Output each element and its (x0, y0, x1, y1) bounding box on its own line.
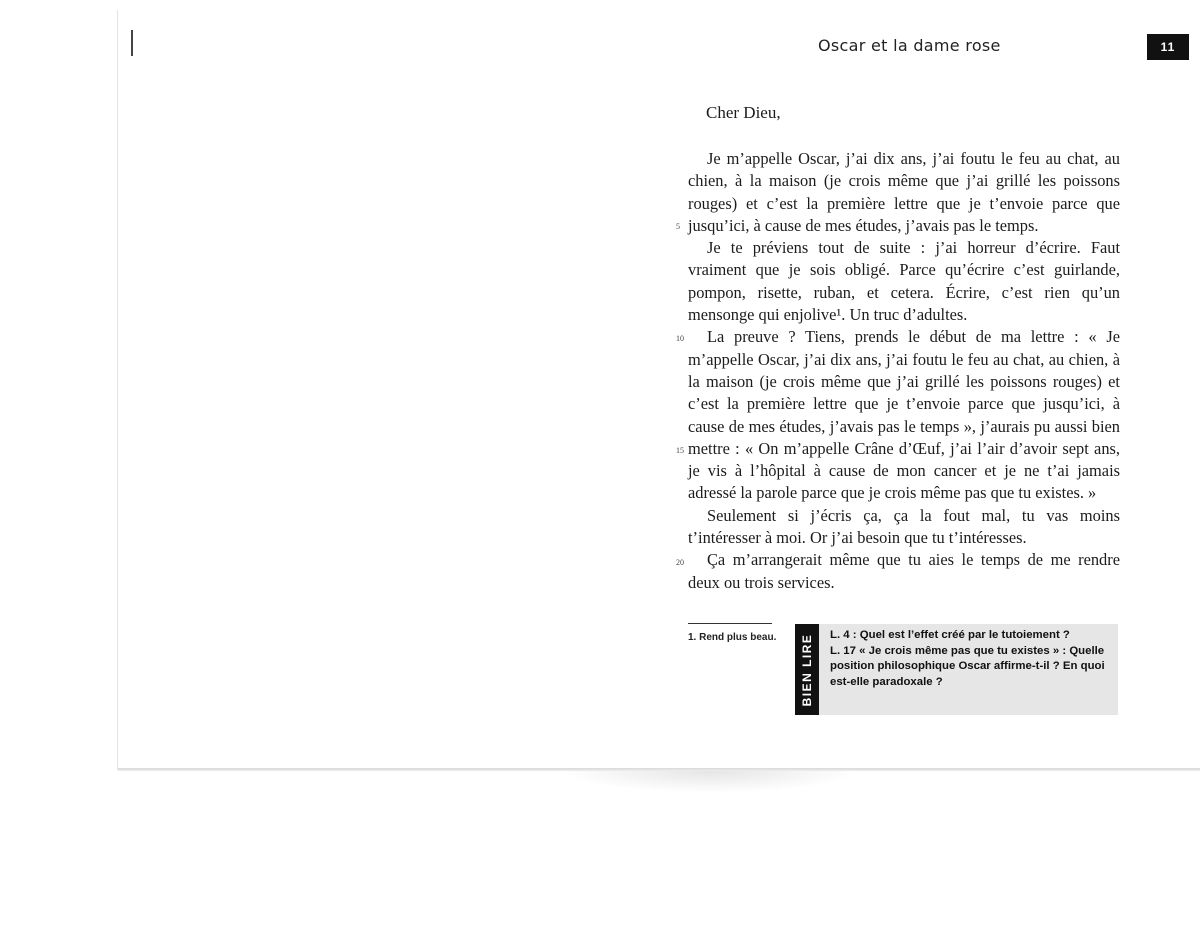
paragraph: Je m’appelle Oscar, j’ai dix ans, j’ai foutu le feu au chat, au chien, à la maison (je crois même que j’ai grillé les poissons rouges) et c’est la première lettre que je t’envoie parce que jusqu’ici, à cause de mes études, j’avais pas le temps. (688, 149, 1120, 235)
paragraph: Seulement si j’écris ça, ça la fout mal, tu vas moins t’intéresser à moi. Or j’ai besoin que tu t’intéresses. (688, 505, 1120, 548)
letter-salutation: Cher Dieu, (706, 103, 781, 122)
line-number-15: 15 (676, 446, 684, 455)
question-item: L. 4 : Quel est l’effet créé par le tutoiement ? (830, 629, 1070, 641)
bien-lire-label (795, 624, 819, 715)
letter-body (688, 148, 1120, 594)
footnote: 1. Rend plus beau. (688, 632, 777, 643)
paragraph: Je te préviens tout de suite : j’ai horreur d’écrire. Faut vraiment que je sois obligé. Parce qu’écrire c’est guirlande, pompon, risette, ruban, et cetera. Écrire, c’est rien qu’un mensonge qui enjolive¹. Un truc d’adultes. (688, 238, 1120, 325)
footnote-rule (688, 623, 772, 624)
paragraph: La preuve ? Tiens, prends le début de ma lettre : « Je m’appelle Oscar, j’ai dix ans, j’ai foutu le feu au chat, au chien, à la maison (je crois même que j’ai grillé les poissons rouges) et c’est la première lettre que je t’envoie parce que jusqu’ici, à cause de mes études, j’avais pas le temps », j’aurais pu aussi bien mettre : « On m’appelle Crâne d’Œuf, j’ai l’air d’avoir sept ans, je vis à l’hôpital à cause de mon cancer et je ne t’ai jamais adressé la parole parce que je crois même pas que tu existes. » (688, 327, 1120, 503)
running-title: Oscar et la dame rose (818, 36, 1001, 55)
question-item: L. 17 « Je crois même pas que tu existes » : Quelle position philosophique Oscar affirme-t-il ? En quoi est-elle paradoxale ? (830, 644, 1105, 688)
page-shadow (560, 771, 860, 793)
line-number-5: 5 (676, 222, 680, 231)
paragraph: Ça m’arrangerait même que tu aies le temps de me rendre deux ou trois services. (688, 550, 1120, 592)
line-number-10: 10 (676, 334, 684, 343)
bien-lire-questions (830, 628, 1112, 690)
bien-lire-label-text: BIEN LIRE (800, 633, 814, 706)
page-number: 11 (1147, 34, 1189, 60)
fold-mark (131, 30, 133, 56)
page-left-edge (117, 10, 118, 770)
line-number-20: 20 (676, 558, 684, 567)
